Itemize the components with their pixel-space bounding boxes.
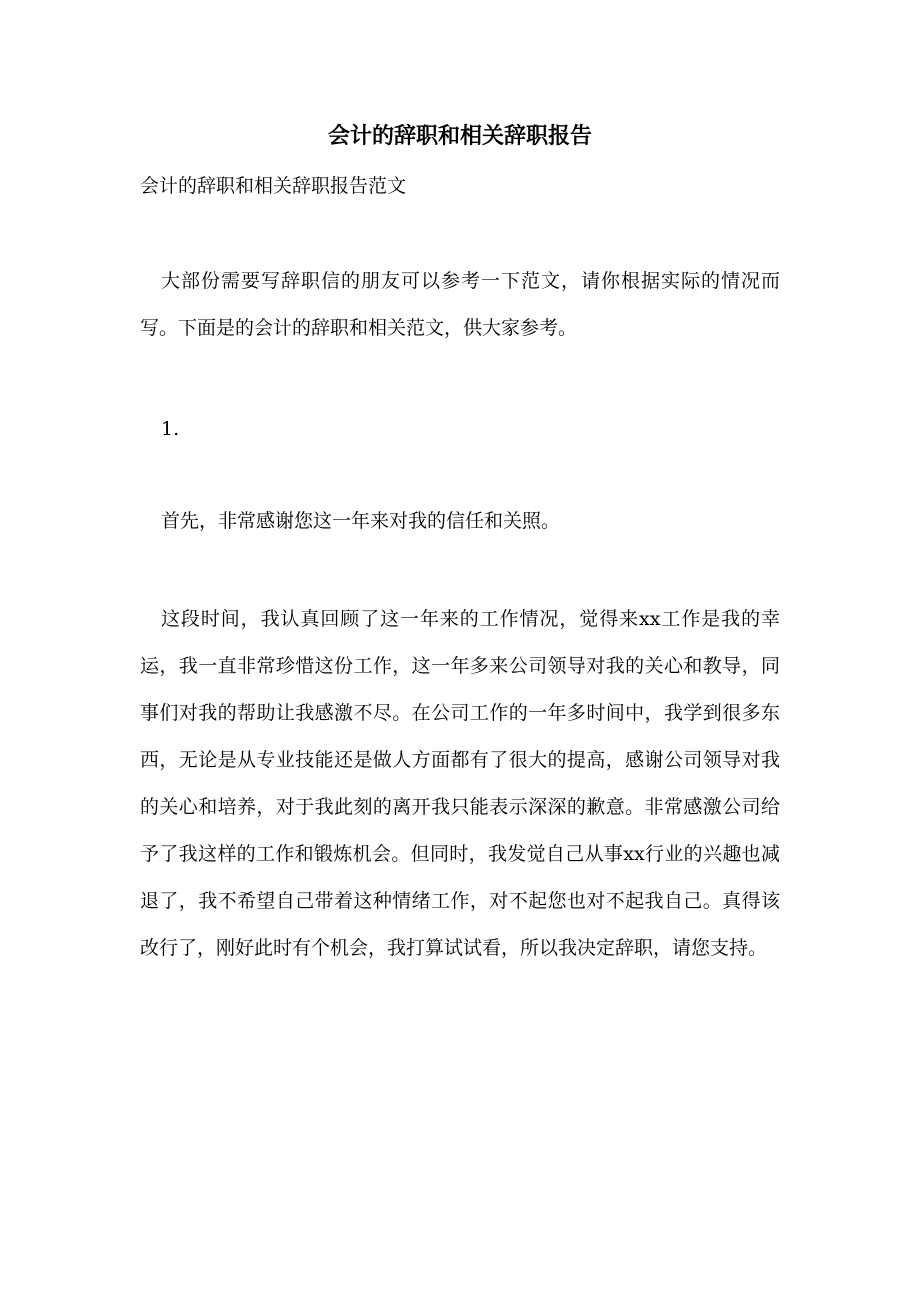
document-title: 会计的辞职和相关辞职报告 [327,123,592,149]
document-subtitle: 会计的辞职和相关辞职报告范文 [140,175,407,197]
paragraph-intro: 大部份需要写辞职信的朋友可以参考一下范文，请你根据实际的情况而写。下面是的会计的辞职和相关范文，供大家参考。 [140,270,780,339]
paragraph-number: 1. [161,418,180,440]
paragraph-body: 这段时间，我认真回顾了这一年来的工作情况，觉得来xx工作是我的幸运，我一直非常珍惜这份工作，这一年多来公司领导对我的关心和教导，同事们对我的帮助让我感激不尽。在公司工作的一年多时间中，我学到很多东西，无论是从专业技能还是做人方面都有了很大的提高，感谢公司领导对我的关心和培养，对于我此刻的离开我只能表示深深的歉意。非常感激公司给予了我这样的工作和锻炼机会。但同时，我发觉自己从事xx行业的兴趣也减退了，我不希望自己带着这种情绪工作，对不起您也对不起我自己。真得该改行了，刚好此时有个机会，我打算试试看，所以我决定辞职，请您支持。 [140,608,780,959]
paragraph-thanks: 首先，非常感谢您这一年来对我的信任和关照。 [161,510,561,532]
